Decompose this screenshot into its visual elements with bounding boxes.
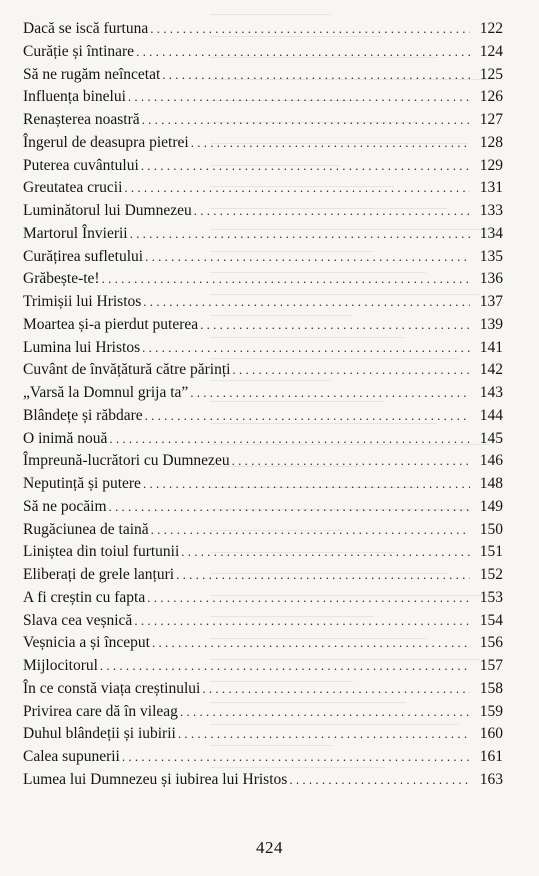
toc-entry-page-number: 153 bbox=[479, 588, 503, 606]
dot-leader bbox=[232, 450, 470, 473]
toc-entry-page-number: 152 bbox=[479, 566, 503, 583]
dot-leader bbox=[181, 541, 470, 564]
toc-entry-title: Curăție și întinare bbox=[23, 42, 135, 60]
toc-entry-page-number: 126 bbox=[479, 88, 503, 106]
toc-entry-page-number: 151 bbox=[479, 543, 503, 561]
bleed-line bbox=[210, 14, 330, 15]
dot-leader bbox=[102, 268, 470, 291]
dot-leader bbox=[136, 41, 470, 64]
toc-entry bbox=[23, 541, 503, 564]
dot-leader bbox=[147, 587, 470, 610]
toc-entry bbox=[23, 359, 503, 382]
toc-entry-title: Greutatea crucii bbox=[23, 179, 123, 197]
dot-leader bbox=[152, 632, 470, 655]
toc-entry-page-number: 139 bbox=[479, 315, 503, 333]
toc-entry bbox=[23, 428, 503, 451]
toc-entry-title: Blândețe și răbdare bbox=[23, 406, 143, 424]
toc-entry-title: Curățirea sufletului bbox=[23, 247, 144, 265]
toc-entry bbox=[23, 587, 503, 610]
toc-entry bbox=[23, 337, 503, 360]
toc-entry-title: Mijlocitorul bbox=[23, 657, 98, 674]
toc-entry-page-number: 133 bbox=[479, 202, 503, 219]
table-of-contents bbox=[23, 18, 503, 792]
dot-leader bbox=[143, 291, 470, 314]
toc-entry bbox=[23, 405, 503, 428]
toc-entry-title: Cuvânt de învățătură către părinți bbox=[23, 361, 231, 379]
dot-leader bbox=[142, 109, 470, 132]
toc-entry-page-number: 156 bbox=[479, 634, 503, 652]
toc-entry bbox=[23, 246, 503, 269]
toc-entry-title: Slava cea veșnică bbox=[23, 611, 133, 629]
dot-leader bbox=[109, 496, 470, 519]
toc-entry-page-number: 124 bbox=[479, 42, 503, 60]
dot-leader bbox=[200, 314, 470, 337]
toc-entry bbox=[23, 291, 503, 314]
toc-entry-page-number: 143 bbox=[479, 384, 503, 401]
toc-entry bbox=[23, 86, 503, 109]
toc-entry bbox=[23, 746, 503, 769]
toc-entry-page-number: 135 bbox=[479, 247, 503, 265]
toc-entry-title: Îngerul de deasupra pietrei bbox=[23, 133, 189, 151]
dot-leader bbox=[178, 723, 470, 746]
toc-entry-title: Să ne rugăm neîncetat bbox=[23, 65, 161, 83]
dot-leader bbox=[141, 155, 470, 178]
toc-entry-page-number: 127 bbox=[479, 111, 503, 128]
toc-entry bbox=[23, 519, 503, 542]
toc-entry-page-number: 131 bbox=[479, 179, 503, 197]
toc-entry-title: Eliberați de grele lanțuri bbox=[23, 566, 175, 583]
toc-entry bbox=[23, 268, 503, 291]
toc-entry-page-number: 134 bbox=[479, 224, 503, 242]
dot-leader bbox=[191, 132, 470, 155]
toc-entry bbox=[23, 382, 503, 405]
toc-entry-title: „Varsă la Domnul grija ta” bbox=[23, 384, 189, 401]
toc-entry-page-number: 137 bbox=[479, 293, 503, 310]
toc-entry-page-number: 141 bbox=[479, 338, 503, 356]
dot-leader bbox=[202, 678, 470, 701]
toc-entry-title: Privirea care dă în vileag bbox=[23, 702, 178, 720]
toc-entry bbox=[23, 132, 503, 155]
toc-entry-title: Puterea cuvântului bbox=[23, 156, 139, 174]
toc-entry-title: Să ne pocăim bbox=[23, 497, 107, 515]
toc-entry bbox=[23, 109, 503, 132]
dot-leader bbox=[128, 86, 470, 109]
toc-entry bbox=[23, 701, 503, 724]
toc-entry bbox=[23, 769, 503, 792]
toc-entry-title: A fi creștin cu fapta bbox=[23, 588, 146, 606]
toc-entry-page-number: 159 bbox=[479, 702, 503, 720]
toc-entry-title: Grăbește-te! bbox=[23, 270, 100, 288]
toc-entry-page-number: 161 bbox=[479, 748, 503, 765]
dot-leader bbox=[180, 701, 470, 724]
toc-entry-page-number: 129 bbox=[479, 156, 503, 174]
dot-leader bbox=[194, 200, 470, 223]
toc-entry-title: Liniștea din toiul furtunii bbox=[23, 543, 180, 561]
dot-leader bbox=[145, 246, 470, 269]
dot-leader bbox=[100, 655, 470, 678]
toc-entry-page-number: 125 bbox=[479, 65, 503, 83]
toc-entry-page-number: 149 bbox=[479, 497, 503, 515]
toc-entry-title: Duhul blândeții și iubirii bbox=[23, 725, 176, 743]
dot-leader bbox=[134, 610, 470, 633]
toc-entry-title: Rugăciunea de taină bbox=[23, 520, 149, 538]
toc-entry-page-number: 128 bbox=[479, 133, 503, 151]
toc-entry-page-number: 136 bbox=[479, 270, 503, 288]
toc-entry bbox=[23, 41, 503, 64]
dot-leader bbox=[176, 564, 470, 587]
toc-entry-page-number: 122 bbox=[479, 20, 503, 37]
toc-entry-title: Lumina lui Hristos bbox=[23, 338, 141, 356]
toc-entry-title: Trimișii lui Hristos bbox=[23, 293, 142, 310]
toc-entry bbox=[23, 64, 503, 87]
toc-entry bbox=[23, 473, 503, 496]
toc-entry bbox=[23, 632, 503, 655]
toc-entry-page-number: 160 bbox=[479, 725, 503, 743]
toc-entry-page-number: 163 bbox=[479, 770, 503, 788]
dot-leader bbox=[151, 519, 470, 542]
toc-entry bbox=[23, 655, 503, 678]
toc-entry-title: Împreună-lucrători cu Dumnezeu bbox=[23, 452, 230, 470]
toc-entry bbox=[23, 610, 503, 633]
toc-entry-page-number: 158 bbox=[479, 679, 503, 697]
dot-leader bbox=[124, 177, 470, 200]
dot-leader bbox=[143, 473, 470, 496]
dot-leader bbox=[162, 64, 470, 87]
toc-entry-page-number: 144 bbox=[479, 406, 503, 424]
dot-leader bbox=[142, 337, 470, 360]
toc-entry bbox=[23, 200, 503, 223]
toc-entry bbox=[23, 496, 503, 519]
toc-entry-page-number: 145 bbox=[479, 429, 503, 447]
toc-entry-title: Veșnicia a și început bbox=[23, 634, 150, 652]
toc-entry bbox=[23, 18, 503, 41]
page-number: 424 bbox=[256, 838, 283, 857]
toc-entry-title: Influența binelui bbox=[23, 88, 126, 106]
toc-entry-page-number: 148 bbox=[479, 475, 503, 492]
toc-entry bbox=[23, 177, 503, 200]
toc-entry-title: Martorul Învierii bbox=[23, 224, 128, 242]
toc-entry-page-number: 146 bbox=[479, 452, 503, 470]
dot-leader bbox=[109, 428, 470, 451]
toc-entry-page-number: 154 bbox=[479, 611, 503, 629]
toc-entry-title: Neputință și putere bbox=[23, 475, 141, 492]
dot-leader bbox=[150, 18, 470, 41]
toc-entry-page-number: 157 bbox=[479, 657, 503, 674]
toc-entry-page-number: 150 bbox=[479, 520, 503, 538]
toc-entry bbox=[23, 564, 503, 587]
toc-entry-title: O inimă nouă bbox=[23, 429, 108, 447]
toc-entry bbox=[23, 678, 503, 701]
toc-entry-page-number: 142 bbox=[479, 361, 503, 379]
toc-entry-title: În ce constă viața creștinului bbox=[23, 679, 201, 697]
toc-entry-title: Lumea lui Dumnezeu și iubirea lui Hristos bbox=[23, 770, 288, 788]
dot-leader bbox=[190, 382, 470, 405]
dot-leader bbox=[122, 746, 470, 769]
toc-entry-title: Calea supunerii bbox=[23, 748, 120, 765]
toc-entry bbox=[23, 314, 503, 337]
dot-leader bbox=[130, 223, 470, 246]
dot-leader bbox=[145, 405, 470, 428]
toc-entry bbox=[23, 223, 503, 246]
toc-entry bbox=[23, 450, 503, 473]
toc-entry-title: Moartea și-a pierdut puterea bbox=[23, 315, 199, 333]
toc-entry-title: Renașterea noastră bbox=[23, 111, 140, 128]
toc-entry-title: Luminătorul lui Dumnezeu bbox=[23, 202, 192, 219]
dot-leader bbox=[232, 359, 470, 382]
toc-entry-title: Dacă se iscă furtuna bbox=[23, 20, 149, 37]
toc-entry bbox=[23, 723, 503, 746]
dot-leader bbox=[289, 769, 470, 792]
toc-entry bbox=[23, 155, 503, 178]
